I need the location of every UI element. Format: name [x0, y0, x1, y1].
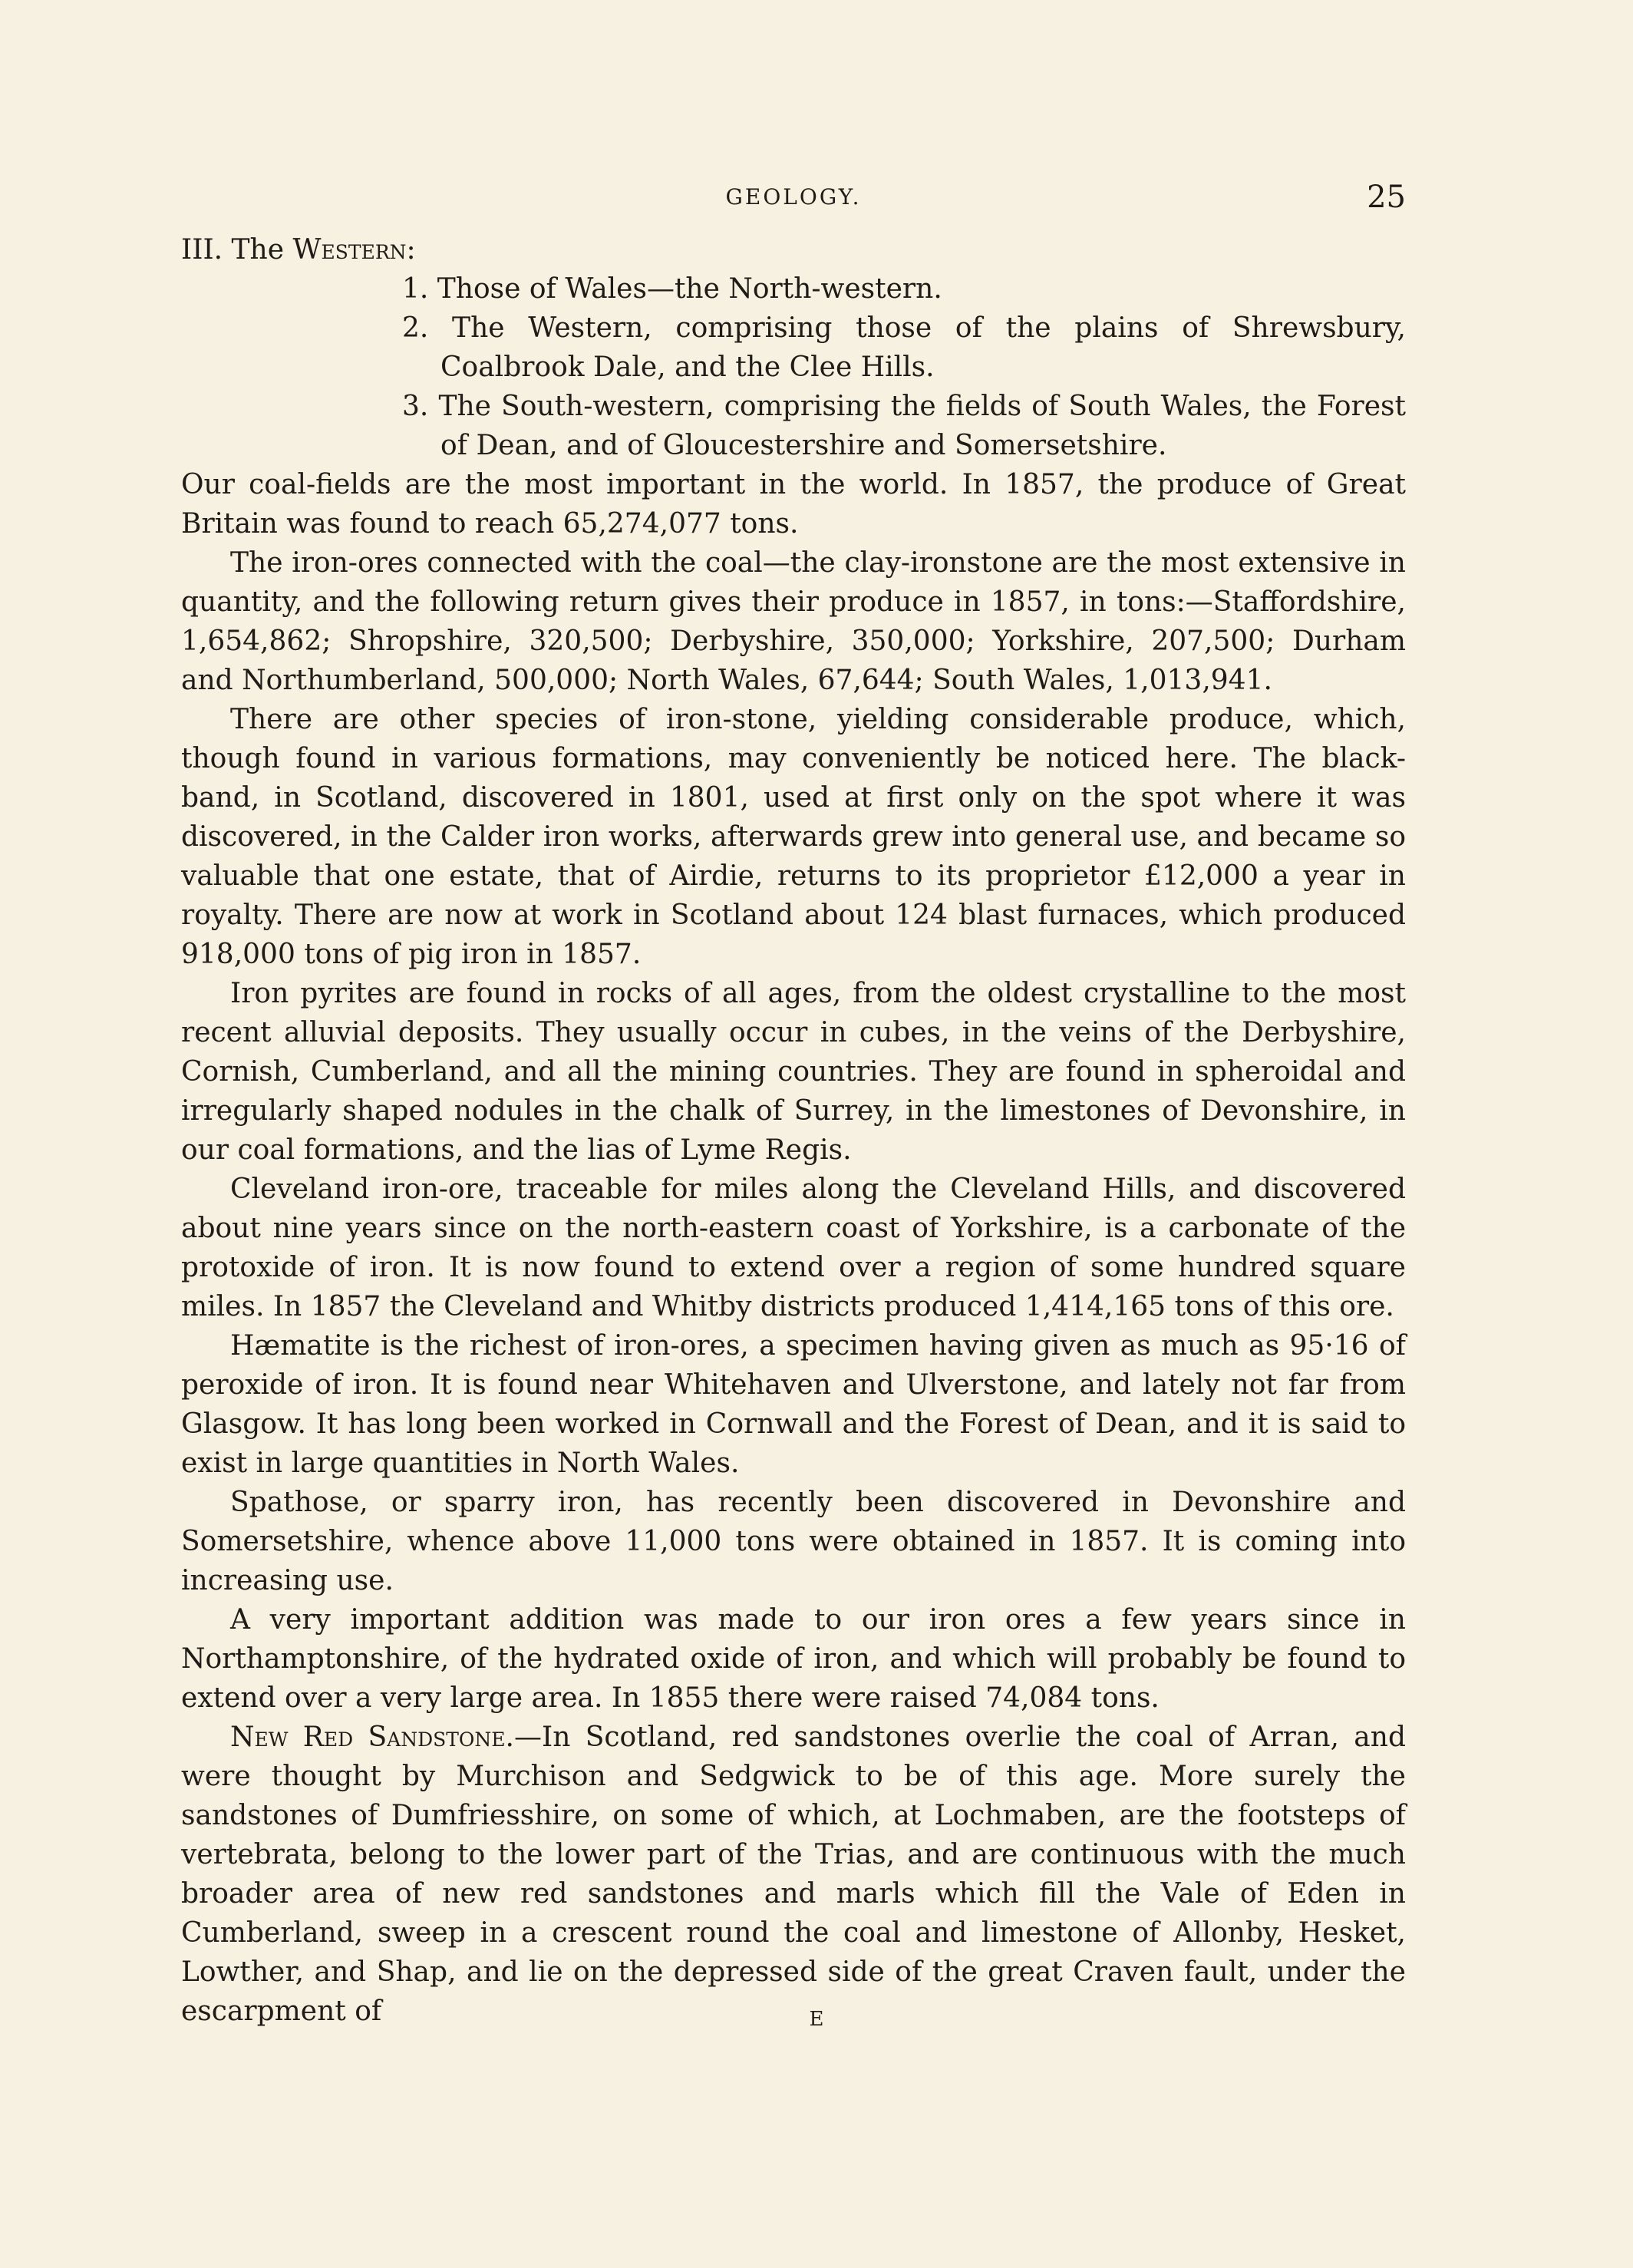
- section-heading: [181, 230, 1406, 269]
- section-suffix: :: [406, 234, 416, 266]
- paragraph: Iron pyrites are found in rocks of all ages, from the oldest crystalline to the most recent alluvial deposits. They usually occur in cubes, in the veins of the Derbyshire, Cornish, Cumberland, and all the mining countries. They are found in spheroidal and irregularly shaped nodules in the chalk of Surrey, in the limestones of Devonshire, in our coal formations, and the lias of Lyme Regis.: [181, 978, 1406, 1166]
- body-text: [181, 230, 1406, 2031]
- paragraph: [181, 1718, 1406, 2031]
- paragraph: The iron-ores connected with the coal—the clay-ironstone are the most extensive in quantity, and the following return gives their produce in 1857, in tons:—Staffordshire, 1,654,862; Shropshire, 320,500; Derbyshire, 350,000; Yorkshire, 207,500; Durham and Northumberland, 500,000; North Wales, 67,644; South Wales, 1,013,941.: [181, 547, 1406, 696]
- coalfield-list: [181, 269, 1406, 465]
- section-title: Western: [292, 234, 407, 266]
- paragraph: Cleveland iron-ore, traceable for miles along the Cleveland Hills, and discovered about nine years since on the north-eastern coast of Yorkshire, is a carbonate of the protoxide of iron. It is now found to extend over a region of some hundred square miles. In 1857 the Cleveland and Whitby districts produced 1,414,165 tons of this ore.: [181, 1174, 1406, 1322]
- signature-mark: E: [809, 2008, 824, 2031]
- paragraph-body: —In Scotland, red sandstones overlie the coal of Arran, and were thought by Murchison and Sedgwick to be of this age. More surely the sandstones of Dumfriesshire, on some of which, at Lochmaben, are the footsteps of vertebrata, belong to the lower part of the Trias, and are continuous with the much broader area of new red sandstones and marls which fill the Vale of Eden in Cumberland, sweep in a crescent round the coal and limestone of Allonby, Hesket, Lowther, and Shap, and lie on the depressed side of the great Craven fault, under the escarpment of: [181, 1722, 1406, 2027]
- running-title: GEOLOGY.: [725, 184, 862, 210]
- paragraph: A very important addition was made to our iron ores a few years since in Northamptonshire, of the hydrated oxide of iron, and which will probably be found to extend over a very large area. In 1855 there were raised 74,084 tons.: [181, 1604, 1406, 1714]
- paragraph: There are other species of iron-stone, yielding considerable produce, which, though found in various formations, may conveniently be noticed here. The black-band, in Scotland, discovered in 1801, used at first only on the spot where it was discovered, in the Calder iron works, afterwards grew into general use, and became so valuable that one estate, that of Airdie, returns to its proprietor £12,000 a year in royalty. There are now at work in Scotland about 124 blast furnaces, which produced 918,000 tons of pig iron in 1857.: [181, 704, 1406, 970]
- list-item: 2. The Western, comprising those of the plains of Shrewsbury, Coalbrook Dale, and the Clee Hills.: [402, 312, 1406, 383]
- paragraph: Hæmatite is the richest of iron-ores, a specimen having given as much as 95·16 of peroxide of iron. It is found near Whitehaven and Ulverstone, and lately not far from Glasgow. It has long been worked in Cornwall and the Forest of Dean, and it is said to exist in large quantities in North Wales.: [181, 1330, 1406, 1479]
- page-number: 25: [1367, 180, 1406, 215]
- paragraph: Our coal-fields are the most important in the world. In 1857, the produce of Great Britain was found to reach 65,274,077 tons.: [181, 469, 1406, 540]
- running-head: [181, 180, 1406, 218]
- subsection-heading: New Red Sandstone.: [230, 1722, 514, 1753]
- list-item: 1. Those of Wales—the North-western.: [402, 273, 942, 305]
- section-prefix: III. The: [181, 234, 285, 266]
- list-item: 3. The South-western, comprising the fields of South Wales, the Forest of Dean, and of Gloucestershire and Somersetshire.: [402, 391, 1406, 461]
- paragraph: Spathose, or sparry iron, has recently been discovered in Devonshire and Somersetshire, whence above 11,000 tons were obtained in 1857. It is coming into increasing use.: [181, 1487, 1406, 1596]
